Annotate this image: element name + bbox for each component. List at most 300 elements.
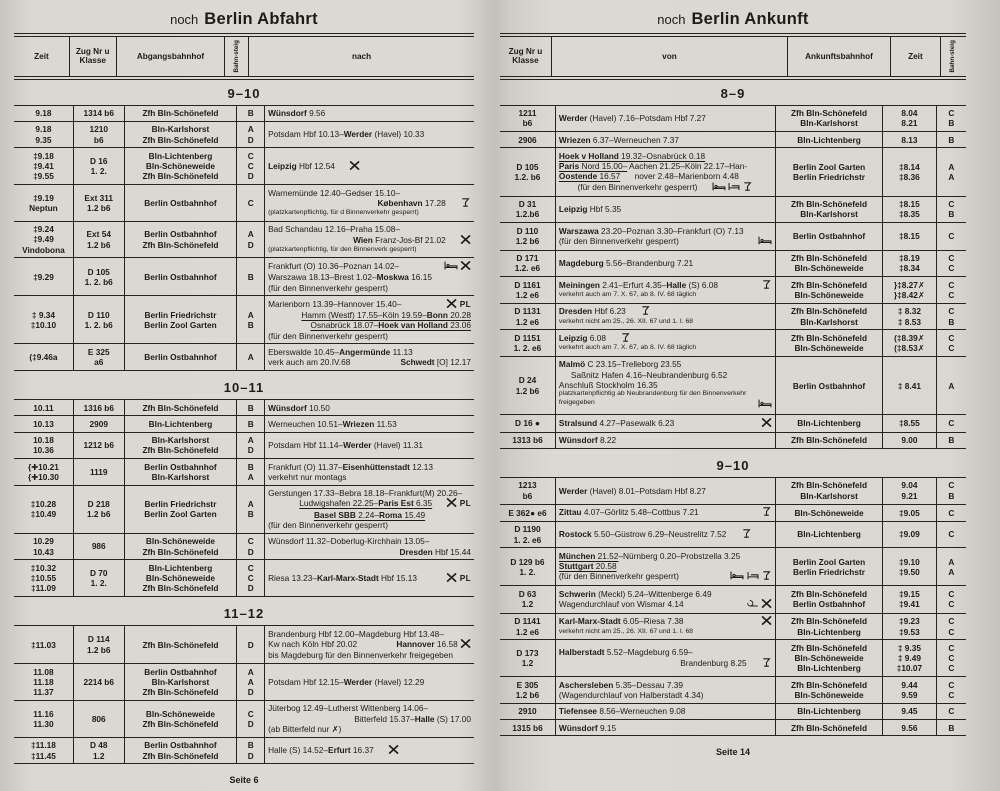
train-row (500, 223, 966, 251)
dining-icon (446, 498, 457, 509)
timetable-line: Saßnitz Hafen 4.16–Neubrandenburg 6.52 (570, 369, 728, 380)
von-cell (556, 277, 776, 303)
timetable-line: 1314 b6 (83, 108, 114, 119)
timetable-line: 1. 2. e6 (513, 534, 542, 545)
zeit-cell (883, 132, 937, 147)
column-header-nach: nach (351, 51, 372, 61)
zeit-cell (14, 416, 74, 431)
timetable-line: A (948, 556, 955, 567)
timetable-line: A (247, 352, 254, 363)
zug-cell (74, 185, 125, 220)
zug-cell (500, 586, 556, 613)
timetable-line: (für den Binnenverkehr gesperrt) (268, 282, 388, 293)
column-header-zug: Zug Nr u Klasse (500, 37, 552, 76)
timetable-line: Wagendurchlauf von Wismar 4.14 (559, 599, 772, 610)
glass-icon (640, 306, 651, 317)
bf-cell (776, 277, 883, 303)
zeit-cell (883, 106, 937, 132)
train-row (14, 258, 474, 296)
von-cell (556, 197, 776, 223)
timetable-line: ‡9.19 (33, 192, 54, 203)
train-row (500, 357, 966, 416)
bf-cell (125, 459, 238, 485)
timetable-line: 1313 b6 (512, 435, 543, 446)
timetable-line: 11.18 (33, 676, 54, 687)
zug-cell (74, 560, 125, 596)
train-row (14, 664, 474, 701)
timetable-line: B (247, 271, 254, 282)
timetable-line: Neptun (29, 202, 58, 213)
timetable-line: ‡9.55 (33, 171, 54, 182)
timetable-line: 1210 (89, 124, 108, 135)
timetable-line: 1316 b6 (83, 402, 114, 413)
timetable-line: D 129 b6 (510, 556, 545, 567)
gl-cell (237, 738, 265, 764)
pl-mark: PL (459, 498, 471, 509)
zug-cell (500, 330, 556, 356)
gl-cell (937, 720, 966, 735)
timetable-line: Berlin Friedrichstr (793, 171, 865, 182)
nach-cell (265, 664, 474, 700)
timetable-line: (platzkartenpflichtig, für d Binnenverkehr gesperrt) (268, 209, 419, 217)
bf-cell (776, 522, 883, 548)
timetable-line: Berlin Ostbahnhof (144, 461, 217, 472)
glass-icon (761, 658, 772, 669)
timetable-line: D 70 (89, 568, 108, 579)
timetable-line: ‡8.34 (899, 263, 920, 274)
timetable-line: 1. 2. (90, 166, 107, 177)
timetable-line: (ab Bitterfeld nur ✗) (268, 723, 342, 734)
timetable-line: Zfh Bln-Schönefeld (790, 306, 868, 317)
timetable-line: C (948, 589, 955, 600)
timetable-line: Oostende 16.57 nover 2.48–Marienborn 4.48 (558, 171, 739, 182)
zeit-cell (14, 344, 74, 370)
timetable-line: Frankfurt (O) 10.36–Poznan 14.02– (268, 261, 471, 272)
timetable-line: ‡11.03 (30, 639, 56, 650)
zug-cell (500, 640, 556, 676)
timetable-line: ‡10.10 (30, 319, 57, 330)
timetable-line: 10.11 (33, 402, 54, 413)
timetable-line: A (948, 380, 955, 391)
bf-cell (776, 548, 883, 585)
timetable-line: Zfh Bln-Schönefeld (790, 199, 868, 210)
timetable-line: C (948, 343, 955, 354)
timetable-line: ‡10.32 (30, 562, 57, 573)
timetable-line: Bln-Schöneweide (145, 708, 216, 719)
timetable-block (14, 625, 474, 764)
timetable-line: freigegeben (559, 399, 772, 412)
bf-cell (776, 586, 883, 613)
timetable-line: D (247, 445, 254, 456)
column-header-zug: Zug Nr u Klasse (70, 37, 117, 76)
timetable-line: Bln-Schöneweide (145, 536, 216, 547)
timetable-line: 8.04 (901, 108, 918, 119)
timetable-line: Malmö C 23.15–Trelleborg 23.55 (558, 359, 682, 370)
timetable-line: Berlin Ostbahnhof (144, 740, 217, 751)
column-header-bf: Ankunftsbahnhof (788, 37, 891, 76)
timetable-line: Marienborn 13.39–Hannover 15.40– PL (268, 298, 471, 309)
zeit-cell (14, 738, 74, 764)
timetable-line: 10.36 (33, 445, 54, 456)
timetable-line: 10.29 (33, 536, 54, 547)
zug-cell (500, 522, 556, 548)
bf-cell (125, 344, 238, 370)
timetable-line: ‡10.28 (30, 498, 57, 509)
glass-icon (620, 333, 631, 344)
timetable-line: Bln-Lichtenberg (797, 418, 861, 429)
timetable-line: D 31 (518, 199, 537, 210)
timetable-line: ‡ 8.53 (897, 316, 921, 327)
nach-cell (265, 738, 474, 764)
bf-cell (125, 185, 238, 220)
timetable-line: ‡11.09 (30, 583, 56, 594)
bed-icon (444, 261, 458, 272)
train-row (500, 548, 966, 586)
timetable-line: C (948, 626, 955, 637)
von-cell (556, 614, 776, 640)
gl-cell (937, 677, 966, 703)
gl-cell (237, 258, 265, 295)
gl-cell (237, 534, 265, 560)
timetable-line: 1212 b6 (83, 440, 114, 451)
timetable-line: ‡8.36 (899, 171, 920, 182)
timetable-line: 1211 (518, 108, 537, 119)
hour-band-heading: 8–9 (720, 85, 746, 101)
timetable-line: 1. 2. (90, 578, 107, 589)
zug-cell (74, 486, 125, 533)
gl-cell (937, 548, 966, 585)
timetable-line: verkehrt nicht am 25., 26. XII. 67 und 1. I. 68 (558, 627, 694, 635)
timetable-line: {✚10.21 (27, 461, 59, 472)
timetable-line: A (247, 666, 254, 677)
timetable-line: C (247, 573, 254, 584)
bed-icon (712, 182, 726, 193)
hour-band-heading: 9–10 (716, 457, 750, 473)
timetable-line: Berlin Friedrichstr (144, 498, 217, 509)
zeit-cell (883, 433, 937, 448)
timetable-line: verk auch am 20.IV.68 Schwedt [O] 12.17 (268, 357, 471, 368)
timetable-line: Bln-Karlshorst (800, 118, 858, 129)
zeit-cell (883, 614, 937, 640)
zug-cell (74, 344, 125, 370)
timetable-line: B (247, 402, 254, 413)
bed-icon (758, 236, 772, 247)
zeit-cell (883, 522, 937, 548)
train-row (500, 197, 966, 224)
timetable-line: Brandenburg 8.25 (559, 658, 772, 669)
timetable-line: D 105 (516, 161, 539, 172)
zeit-cell (14, 459, 74, 485)
couch-icon (747, 571, 759, 582)
timetable-line: Bln-Schöneweide (794, 689, 864, 700)
zug-cell (74, 416, 125, 431)
timetable-line: D (247, 583, 254, 594)
bf-cell (125, 416, 238, 431)
timetable-line: Zfh Bln-Schönefeld (790, 589, 868, 600)
timetable-line: Zfh Bln-Schönefeld (142, 546, 219, 557)
gl-cell (937, 505, 966, 521)
timetable-line: 2909 (89, 418, 108, 429)
timetable-line: Zfh Bln-Schönefeld (790, 279, 868, 290)
timetable-line: D 1131 (514, 306, 541, 317)
bf-cell (776, 505, 883, 521)
timetable-line: A (948, 566, 955, 577)
bf-cell (776, 614, 883, 640)
timetable-line: Zfh Bln-Schönefeld (790, 435, 868, 446)
von-cell (556, 677, 776, 703)
bf-cell (776, 433, 883, 448)
von-cell (556, 330, 776, 356)
von-cell (556, 548, 776, 585)
timetable-line: Ext 54 (86, 229, 111, 240)
zeit-cell (14, 534, 74, 560)
timetable-line: Zfh Bln-Schönefeld (142, 402, 219, 413)
timetable-line: Bln-Lichtenberg (797, 529, 861, 540)
timetable-line: B (247, 319, 254, 330)
timetable-line: B (948, 118, 955, 129)
timetable-line: D 110 (87, 309, 110, 320)
timetable-line: 1.2 b6 (515, 689, 540, 700)
timetable-line: C (948, 253, 955, 264)
zug-cell (500, 505, 556, 521)
zeit-cell (883, 330, 937, 356)
timetable-line: Brandenburg Hbf 12.00–Magdeburg Hbf 13.48– (268, 628, 444, 639)
zug-cell (500, 304, 556, 330)
timetable-line: Leipzig Hbf 5.35 (558, 204, 622, 215)
timetable-line: Zfh Bln-Schönefeld (790, 642, 868, 653)
pl-mark: PL (459, 298, 471, 309)
timetable-line: Wien Franz-Jos-Bf 21.02 (268, 235, 471, 246)
dining-icon (761, 599, 772, 610)
von-cell (556, 720, 776, 735)
nach-cell (265, 433, 474, 459)
train-row (14, 486, 474, 534)
zug-cell (500, 478, 556, 504)
timetable-line: verkehrt auch am 7. X. 67, ab 8. IV. 68 täglich (558, 291, 697, 299)
nach-cell (265, 701, 474, 737)
gl-cell (237, 185, 265, 220)
timetable-line: 11.37 (33, 687, 54, 698)
dining-icon (761, 418, 772, 429)
timetable-line: Bln-Lichtenberg (797, 706, 861, 717)
timetable-line: ‡8.55 (899, 418, 920, 429)
zug-cell (500, 132, 556, 147)
von-cell (556, 522, 776, 548)
timetable-line: Bln-Lichtenberg (797, 134, 861, 145)
zeit-cell (883, 478, 937, 504)
von-cell (556, 505, 776, 521)
timetable-line: C (247, 197, 254, 208)
timetable-line: ‡9.15 (899, 589, 920, 600)
nach-cell (265, 626, 474, 663)
timetable-line: 1.2 (521, 599, 534, 610)
timetable-line: A (948, 171, 955, 182)
bf-cell (125, 560, 238, 596)
timetable-line: verkehrt nicht am 25., 26. XII. 67 und 1. I. 68 (558, 317, 694, 325)
timetable-line: Frankfurt (O) 11.37–Eisenhüttenstadt 12.13 (268, 461, 433, 472)
zug-cell (500, 277, 556, 303)
timetable-line: Meiningen 2.41–Erfurt 4.35–Halle (S) 6.08 (559, 280, 772, 291)
timetable-line: 1119 (89, 466, 108, 477)
train-row (500, 704, 966, 720)
timetable-line: C (948, 616, 955, 627)
timetable-line: E 305 (516, 679, 539, 690)
timetable-line: Osnabrück 18.07–Hoek van Holland 23.06 (310, 320, 471, 331)
zug-cell (74, 534, 125, 560)
timetable-line: ‡8.15 (899, 199, 920, 210)
dining-icon (446, 573, 457, 584)
timetable-line: D 1190 (514, 524, 541, 535)
timetable-line: ‡9.49 (33, 234, 54, 245)
train-row (500, 640, 966, 677)
gl-cell (237, 400, 265, 415)
timetable-line: A (247, 498, 254, 509)
nach-cell (265, 400, 474, 415)
timetable-block (14, 399, 474, 597)
timetable-line: ‡ 9.49 (897, 653, 921, 664)
timetable-line: C (948, 507, 955, 518)
gl-cell (937, 106, 966, 132)
timetable-line: Magdeburg 5.56–Brandenburg 7.21 (558, 258, 694, 269)
zug-cell (74, 222, 125, 258)
timetable-line: Leipzig 6.08 (559, 333, 772, 344)
timetable-line: Potsdam Hbf 11.14–Werder (Havel) 11.31 (268, 440, 424, 451)
hour-band-heading: 10–11 (223, 380, 265, 395)
bf-cell (125, 626, 238, 663)
timetable-line: C (948, 306, 955, 317)
timetable-line: Bln-Schöneweide (794, 263, 864, 274)
timetable-line: Vindobona (22, 244, 65, 255)
post-icon (746, 599, 759, 610)
gl-cell (237, 148, 265, 184)
train-row (500, 586, 966, 614)
timetable-line: C (948, 289, 955, 300)
timetable-line: Dresden Hbf 6.23 (559, 306, 772, 317)
train-row (500, 277, 966, 304)
train-row (14, 459, 474, 486)
timetable-line: platzkartenpflichtig ab Neubrandenburg für den Binnenverkehr (558, 390, 747, 398)
glass-icon (460, 198, 471, 209)
zug-cell (500, 223, 556, 250)
timetable-line: Dresden Hbf 15.44 (399, 546, 471, 557)
gl-cell (937, 197, 966, 223)
timetable-line: Zfh Bln-Schönefeld (142, 639, 219, 650)
train-row (500, 478, 966, 505)
nach-cell (265, 486, 474, 533)
bf-cell (125, 400, 238, 415)
zeit-cell (14, 400, 74, 415)
zug-cell (500, 704, 556, 719)
dining-icon (460, 639, 471, 650)
nach-cell (265, 560, 474, 596)
timetable-line: 10.18 (33, 435, 54, 446)
von-cell (556, 357, 776, 415)
zug-cell (500, 357, 556, 415)
zug-cell (74, 148, 125, 184)
column-header-row (14, 36, 474, 77)
timetable-line: Potsdam Hbf 10.13–Werder (Havel) 10.33 (268, 129, 425, 140)
column-header-row (500, 36, 966, 77)
timetable-line: Jüterbog 12.49–Lutherst Wittenberg 14.06– (268, 703, 429, 714)
bf-cell (776, 478, 883, 504)
timetable-line: Ludwigshafen 22.25–Paris Est 6.35 PL (299, 498, 471, 509)
timetable-line: Bln-Lichtenberg (148, 150, 213, 161)
zeit-cell (14, 701, 74, 737)
timetable-line: B (948, 209, 955, 220)
bf-cell (125, 433, 238, 459)
timetable-line: (platzkartenpflichtig, für den Binnenverk gesperrt) (268, 245, 417, 253)
timetable-line: Zfh Bln-Schönefeld (142, 108, 219, 119)
timetable-line: 1.2 (92, 750, 105, 761)
timetable-line: D 48 (89, 740, 108, 751)
timetable-line: Schwerin (Meckl) 5.24–Wittenberge 6.49 (558, 588, 712, 599)
zeit-cell (14, 122, 74, 148)
timetable-line: 1.2 b6 (515, 385, 540, 396)
timetable-line: C (948, 108, 955, 119)
timetable-line: 1.2 b6 (515, 236, 540, 247)
timetable-line: {✚10.30 (27, 471, 59, 482)
bed-icon (730, 571, 744, 582)
timetable-line: D 173 (516, 647, 539, 658)
title-prefix: noch (657, 12, 686, 27)
train-row (14, 148, 474, 185)
von-cell (556, 223, 776, 250)
timetable-line: 1. 2. e6 (513, 343, 542, 354)
train-row (14, 626, 474, 664)
dining-icon (460, 261, 471, 272)
page-title (500, 10, 966, 29)
timetable-line: C (948, 263, 955, 274)
bf-cell (776, 704, 883, 719)
timetable-line: ‡9.53 (899, 626, 920, 637)
von-cell (556, 132, 776, 147)
gl-cell (937, 478, 966, 504)
train-row (14, 185, 474, 221)
train-row (14, 296, 474, 344)
timetable-line: Zfh Bln-Schönefeld (142, 445, 219, 456)
pl-mark: PL (459, 572, 471, 583)
timetable-line: ‡ 9.34 (31, 309, 55, 320)
timetable-line: Berlin Ostbahnhof (144, 197, 217, 208)
train-row (14, 738, 474, 765)
timetable-line: Berlin Zool Garten (792, 556, 866, 567)
timetable-line: ‡10.49 (30, 509, 57, 520)
nach-cell (265, 416, 474, 431)
timetable-line: Zfh Bln-Schönefeld (790, 722, 868, 733)
train-row (500, 720, 966, 736)
bf-cell (125, 222, 238, 258)
bf-cell (125, 148, 238, 184)
gl-cell (237, 664, 265, 700)
timetable-line: 986 (91, 541, 106, 552)
zug-cell (500, 415, 556, 431)
gl-cell (237, 122, 265, 148)
timetable-line: D 105 (87, 266, 110, 277)
timetable-line: C (948, 679, 955, 690)
train-row (500, 148, 966, 196)
glass-icon (761, 280, 772, 291)
timetable-line: C (247, 562, 254, 573)
timetable-line: ‡9.50 (899, 566, 920, 577)
timetable-line: Wünsdorf 10.50 (268, 402, 330, 413)
zeit-cell (14, 258, 74, 295)
gl-cell (937, 132, 966, 147)
nach-cell (265, 459, 474, 485)
train-row (500, 505, 966, 522)
timetable-line: B (247, 740, 254, 751)
bf-cell (776, 304, 883, 330)
timetable-line: Bln-Schöneweide (794, 507, 864, 518)
